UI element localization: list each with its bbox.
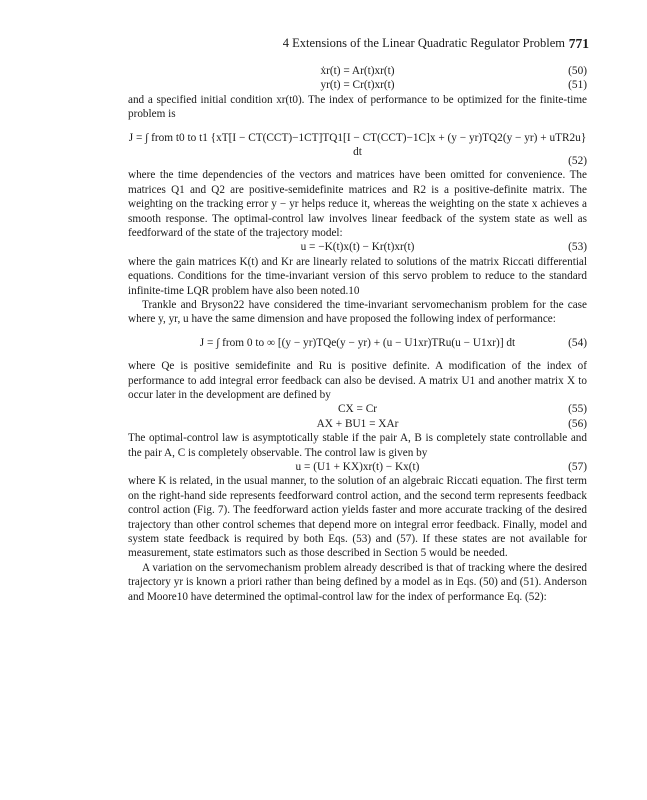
equation xyxy=(128,336,587,350)
equation-expression: ẋr(t) = Ar(t)xr(t) xyxy=(320,65,395,77)
equation xyxy=(128,417,587,431)
body-column xyxy=(128,64,587,604)
equation-number: (53) xyxy=(568,241,587,254)
equation-number-line xyxy=(128,154,587,168)
paragraph: Trankle and Bryson22 have considered the time-invariant servomechanism problem for the case where y, yr, u have the same dimension and have proposed the following index of performance: xyxy=(128,299,587,326)
equation-number: (55) xyxy=(568,403,587,416)
equation-number: (57) xyxy=(568,461,587,474)
page-number: 771 xyxy=(568,36,589,51)
paragraph: where the gain matrices K(t) and Kr are linearly related to solutions of the matrix Riccati differential equations. Conditions for the time-invariant version of this servo problem to reduce to the standard infinite-time LQR problem have also been noted.10 xyxy=(128,255,587,297)
paragraph: The optimal-control law is asymptotically stable if the pair A, B is completely state controllable and the pair A, C is completely observable. The control law is given by xyxy=(128,432,587,459)
equation-number: (52) xyxy=(568,154,587,167)
equation-expression: J = ∫ from 0 to ∞ [(y − yr)TQe(y − yr) + (u − U1xr)TRu(u − U1xr)] dt xyxy=(199,336,516,349)
equation-expression: AX + BU1 = XAr xyxy=(316,417,399,430)
equation xyxy=(128,460,587,474)
equation-expression: yr(t) = Cr(t)xr(t) xyxy=(320,79,395,92)
equation xyxy=(128,240,587,254)
paragraph: A variation on the servomechanism problem already described is that of tracking where the desired trajectory yr is known a priori rather than being defined by a model as in Eqs. (50) and (51). Anderson and Moore10 have determined the optimal-control law for the index of performance Eq. (52): xyxy=(128,561,587,603)
paragraph: where K is related, in the usual manner, to the solution of an algebraic Riccati equation. The first term on the right-hand side represents feedforward control action, and the second term represents feedback control action (Fig. 7). The feedforward action yields faster and more accurate tracking of the desired trajectory than other control schemes that depend more on integral error feedback. Finally, model and system state feedback is required by both Eqs. (53) and (57). If these states are not available for measurement, state estimators such as those described in Section 5 would be needed. xyxy=(128,475,587,560)
paragraph: where Qe is positive semidefinite and Ru is positive definite. A modification of the index of performance to add integral error feedback can also be devised. A matrix U1 and another matrix X to occur later in the development are defined by xyxy=(128,360,587,402)
equation-number: (54) xyxy=(568,336,587,349)
equation-number: (56) xyxy=(568,417,587,430)
equation xyxy=(128,131,587,158)
equation-expression: u = −K(t)x(t) − Kr(t)xr(t) xyxy=(300,241,415,254)
vertical-gap xyxy=(128,350,587,359)
vertical-gap xyxy=(128,122,587,131)
equation-expression: u = (U1 + KX)xr(t) − Kx(t) xyxy=(295,461,420,474)
equation xyxy=(128,78,587,92)
equation-number: (50) xyxy=(568,65,587,77)
paragraph: where the time dependencies of the vectors and matrices have been omitted for convenience. The matrices Q1 and Q2 are positive-semidefinite matrices and R2 is a positive-definite matrix. The weighting on the tracking error y − yr helps reduce it, whereas the weighting on the state x achieves a smooth response. The optimal-control law involves linear feedback of the system state as well as feedforward of the state of the trajectory model: xyxy=(128,169,587,239)
equation-number: (51) xyxy=(568,79,587,92)
running-title: 4 Extensions of the Linear Quadratic Regulator Problem xyxy=(282,36,565,50)
equation xyxy=(128,402,587,416)
equation-expression: CX = Cr xyxy=(337,403,377,416)
equation xyxy=(128,64,587,78)
equation-expression: J = ∫ from t0 to t1 {xT[I − CT(CCT)−1CT]TQ1[I − CT(CCT)−1C]x + (y − yr)TQ2(y − yr) + uTR2u} dt xyxy=(128,131,587,158)
vertical-gap xyxy=(128,327,587,336)
running-header xyxy=(0,36,647,52)
paragraph: and a specified initial condition xr(t0). The index of performance to be optimized for the finite-time problem is xyxy=(128,93,587,121)
